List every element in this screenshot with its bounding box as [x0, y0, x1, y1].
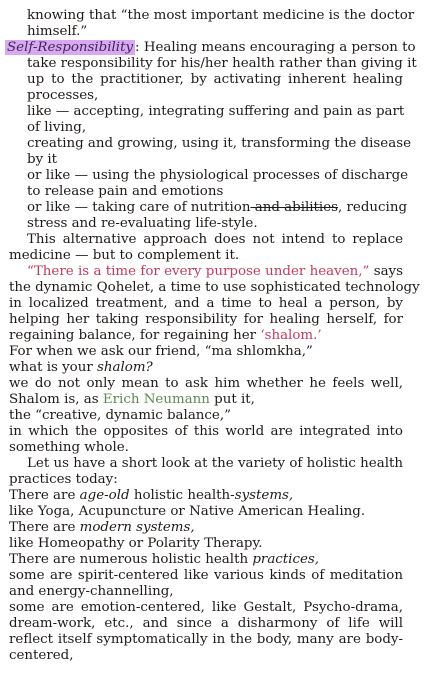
text-line: stress and re-evaluating life-style. — [27, 216, 258, 231]
text-line: some are spirit-centered like various kinds of meditation — [9, 568, 403, 583]
text-line: helping her taking responsibility for healing herself, for — [9, 312, 403, 327]
text-line: the “creative, dynamic balance,” — [9, 408, 231, 423]
text-segment: : Healing means encouraging a person to — [135, 40, 416, 55]
text-line: take responsibility for his/her health rather than giving it — [27, 56, 417, 71]
text-line: creating and growing, using it, transforming the disease — [27, 136, 411, 151]
text-line: and energy-channelling, — [9, 584, 174, 599]
text-segment: There are — [9, 488, 80, 503]
text-segment: or like — taking care of nutrition — [27, 200, 251, 215]
text-line: some are emotion-centered, like Gestalt, Psycho-drama, — [9, 600, 403, 615]
quote-text: ‘shalom.’ — [260, 328, 322, 343]
text-line: by it — [27, 152, 58, 167]
text-line — [27, 200, 408, 216]
struck-text: and abilities — [250, 200, 339, 215]
text-line — [9, 520, 195, 536]
text-line: we do not only mean to ask him whether he feels well, — [9, 376, 403, 391]
highlighted-term: Self-Responsibility — [7, 40, 134, 55]
italic-text: practices, — [252, 552, 320, 567]
text-line: or like — using the physiological processes of discharge — [27, 168, 409, 183]
text-line — [9, 360, 153, 376]
text-line — [9, 488, 293, 504]
text-line: of living, — [27, 120, 87, 135]
text-segment: holistic health- — [129, 488, 235, 503]
text-segment: put it, — [209, 392, 255, 407]
text-line: reflect itself symptomatically in the body, many are body- — [9, 632, 403, 647]
text-segment: There are numerous holistic health — [9, 552, 253, 567]
text-segment: what is your — [9, 360, 98, 375]
text-line — [9, 392, 255, 408]
text-segment: regaining balance, for regaining her — [9, 328, 261, 343]
text-line: practices today: — [9, 472, 118, 487]
text-line: in localized treatment, and a time to heal a person, by — [9, 296, 403, 311]
text-segment: There are — [9, 520, 80, 535]
text-line: knowing that “the most important medicine is the doctor — [27, 8, 415, 23]
quote-text: “There is a time for every purpose under heaven,” — [27, 264, 370, 279]
text-segment: Shalom is, as — [9, 392, 103, 407]
text-line: up to the practitioner, by activating inherent healing — [27, 72, 403, 87]
text-line — [9, 552, 319, 568]
text-line: in which the opposites of this world are integrated into — [9, 424, 403, 439]
text-segment: , reducing — [338, 200, 408, 215]
italic-text: modern systems, — [79, 520, 195, 535]
text-line: something whole. — [9, 440, 129, 455]
name-text: Erich Neumann — [102, 392, 210, 407]
italic-text: age-old — [79, 488, 130, 503]
text-line: centered, — [9, 648, 74, 663]
text-line — [27, 264, 403, 280]
text-line: This alternative approach does not intend to replace — [27, 232, 403, 247]
text-line — [5, 40, 416, 56]
text-line: dream-work, etc., and since a disharmony of life will — [9, 616, 403, 631]
text-line: processes, — [27, 88, 99, 103]
text-line: to release pain and emotions — [27, 184, 224, 199]
text-line: Let us have a short look at the variety of holistic health — [27, 456, 403, 471]
text-line: For when we ask our friend, “ma shlomkha,” — [9, 344, 313, 359]
text-line — [9, 328, 322, 344]
text-line: like Homeopathy or Polarity Therapy. — [9, 536, 263, 551]
text-line: medicine — but to complement it. — [9, 248, 240, 263]
italic-text: systems, — [234, 488, 294, 503]
text-segment: says — [369, 264, 403, 279]
text-line: the dynamic Qohelet, a time to use sophisticated technology — [9, 280, 420, 295]
text-line: himself.” — [27, 24, 88, 39]
text-line: like Yoga, Acupuncture or Native American Healing. — [9, 504, 366, 519]
text-line: like — accepting, integrating suffering and pain as part — [27, 104, 405, 119]
italic-text: shalom? — [97, 360, 153, 375]
